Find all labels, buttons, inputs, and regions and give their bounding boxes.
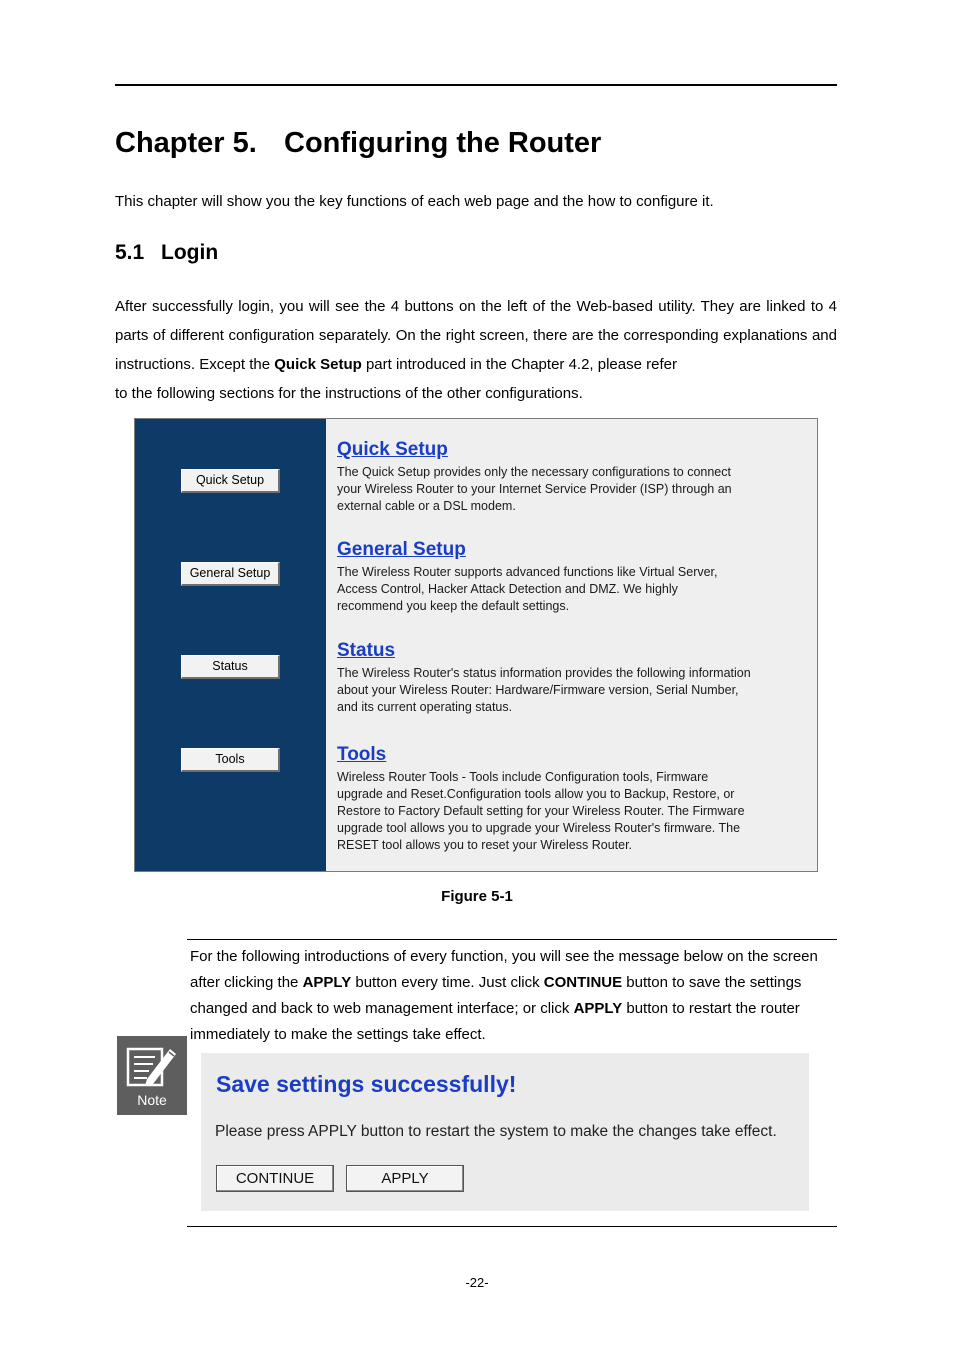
quick-setup-section bbox=[337, 438, 807, 515]
quick-setup-description: The Quick Setup provides only the necessary configurations to connect your Wireless Router to your Internet Service Provider (ISP) through an external cable or a DSL modem. bbox=[337, 465, 732, 513]
para-text-2: part introduced in the Chapter 4.2, please refer bbox=[361, 356, 677, 373]
save-settings-panel bbox=[201, 1053, 809, 1211]
description-panel bbox=[326, 419, 817, 871]
chapter-title-text: Configuring the Router bbox=[284, 127, 602, 159]
section-number: 5.1 bbox=[115, 241, 145, 264]
figure-caption: Figure 5-1 bbox=[441, 888, 513, 905]
general-setup-link[interactable]: General Setup bbox=[337, 539, 466, 560]
note-icon-label: Note bbox=[137, 1092, 167, 1108]
para-text-1: After successfully login, you will see the 4 buttons on the left of the Web-based utility. They are linked to 4 parts of different configuration separately. On the right screen, there are the corresponding explanations and instructions. Except the bbox=[115, 298, 837, 373]
header-rule bbox=[115, 84, 837, 86]
para-bold-quick-setup: Quick Setup bbox=[274, 356, 362, 373]
chapter-title bbox=[115, 127, 601, 160]
general-setup-section bbox=[337, 538, 807, 615]
chapter-number: Chapter 5. bbox=[115, 127, 257, 159]
note-rule-bottom bbox=[187, 1226, 837, 1227]
quick-setup-link[interactable]: Quick Setup bbox=[337, 439, 448, 460]
general-setup-description: The Wireless Router supports advanced functions like Virtual Server, Access Control, Hacker Attack Detection and DMZ. We highly recommend you keep the default settings. bbox=[337, 565, 718, 613]
general-setup-button[interactable]: General Setup bbox=[181, 562, 280, 586]
section-title bbox=[115, 241, 218, 265]
section-paragraph bbox=[115, 292, 837, 408]
tools-description: Wireless Router Tools - Tools include Configuration tools, Firmware upgrade and Reset.Configuration tools allow you to Backup, Restore, or Restore to Factory Default setting for your Wireless Router. The Firmware upgrade tool allows you to upgrade your Wireless Router's firmware. The RESET tool allows you to reset your Wireless Router. bbox=[337, 770, 745, 852]
continue-button[interactable]: CONTINUE bbox=[216, 1165, 334, 1192]
note-pencil-icon bbox=[117, 1036, 187, 1115]
status-description: The Wireless Router's status information provides the following information about your Wireless Router: Hardware/Firmware version, Serial Number, and its current operating status. bbox=[337, 666, 751, 714]
section-title-text: Login bbox=[161, 241, 219, 264]
quick-setup-button[interactable]: Quick Setup bbox=[181, 469, 280, 493]
para-text-3: to the following sections for the instructions of the other configurations. bbox=[115, 385, 583, 402]
tools-section bbox=[337, 743, 807, 854]
tools-button[interactable]: Tools bbox=[181, 748, 280, 772]
chapter-intro: This chapter will show you the key functions of each web page and the how to configure it. bbox=[115, 193, 714, 210]
save-success-title: Save settings successfully! bbox=[216, 1071, 517, 1097]
status-link[interactable]: Status bbox=[337, 640, 396, 661]
page-number: -22- bbox=[465, 1275, 489, 1290]
note-rule-top bbox=[187, 939, 837, 940]
nav-panel bbox=[135, 419, 326, 871]
apply-button[interactable]: APPLY bbox=[346, 1165, 464, 1192]
status-section bbox=[337, 639, 807, 716]
note-text: For the following introductions of every function, you will see the message below on the screen after clicking the APPLY button every time. Just click CONTINUE button to save the settings changed and back to web management interface; or click APPLY button to restart the router immediately to make the settings take effect. bbox=[190, 948, 818, 1043]
save-success-message: Please press APPLY button to restart the system to make the changes take effect. bbox=[215, 1123, 777, 1140]
figure-screenshot bbox=[134, 418, 818, 872]
tools-link[interactable]: Tools bbox=[337, 744, 387, 765]
status-button[interactable]: Status bbox=[181, 655, 280, 679]
